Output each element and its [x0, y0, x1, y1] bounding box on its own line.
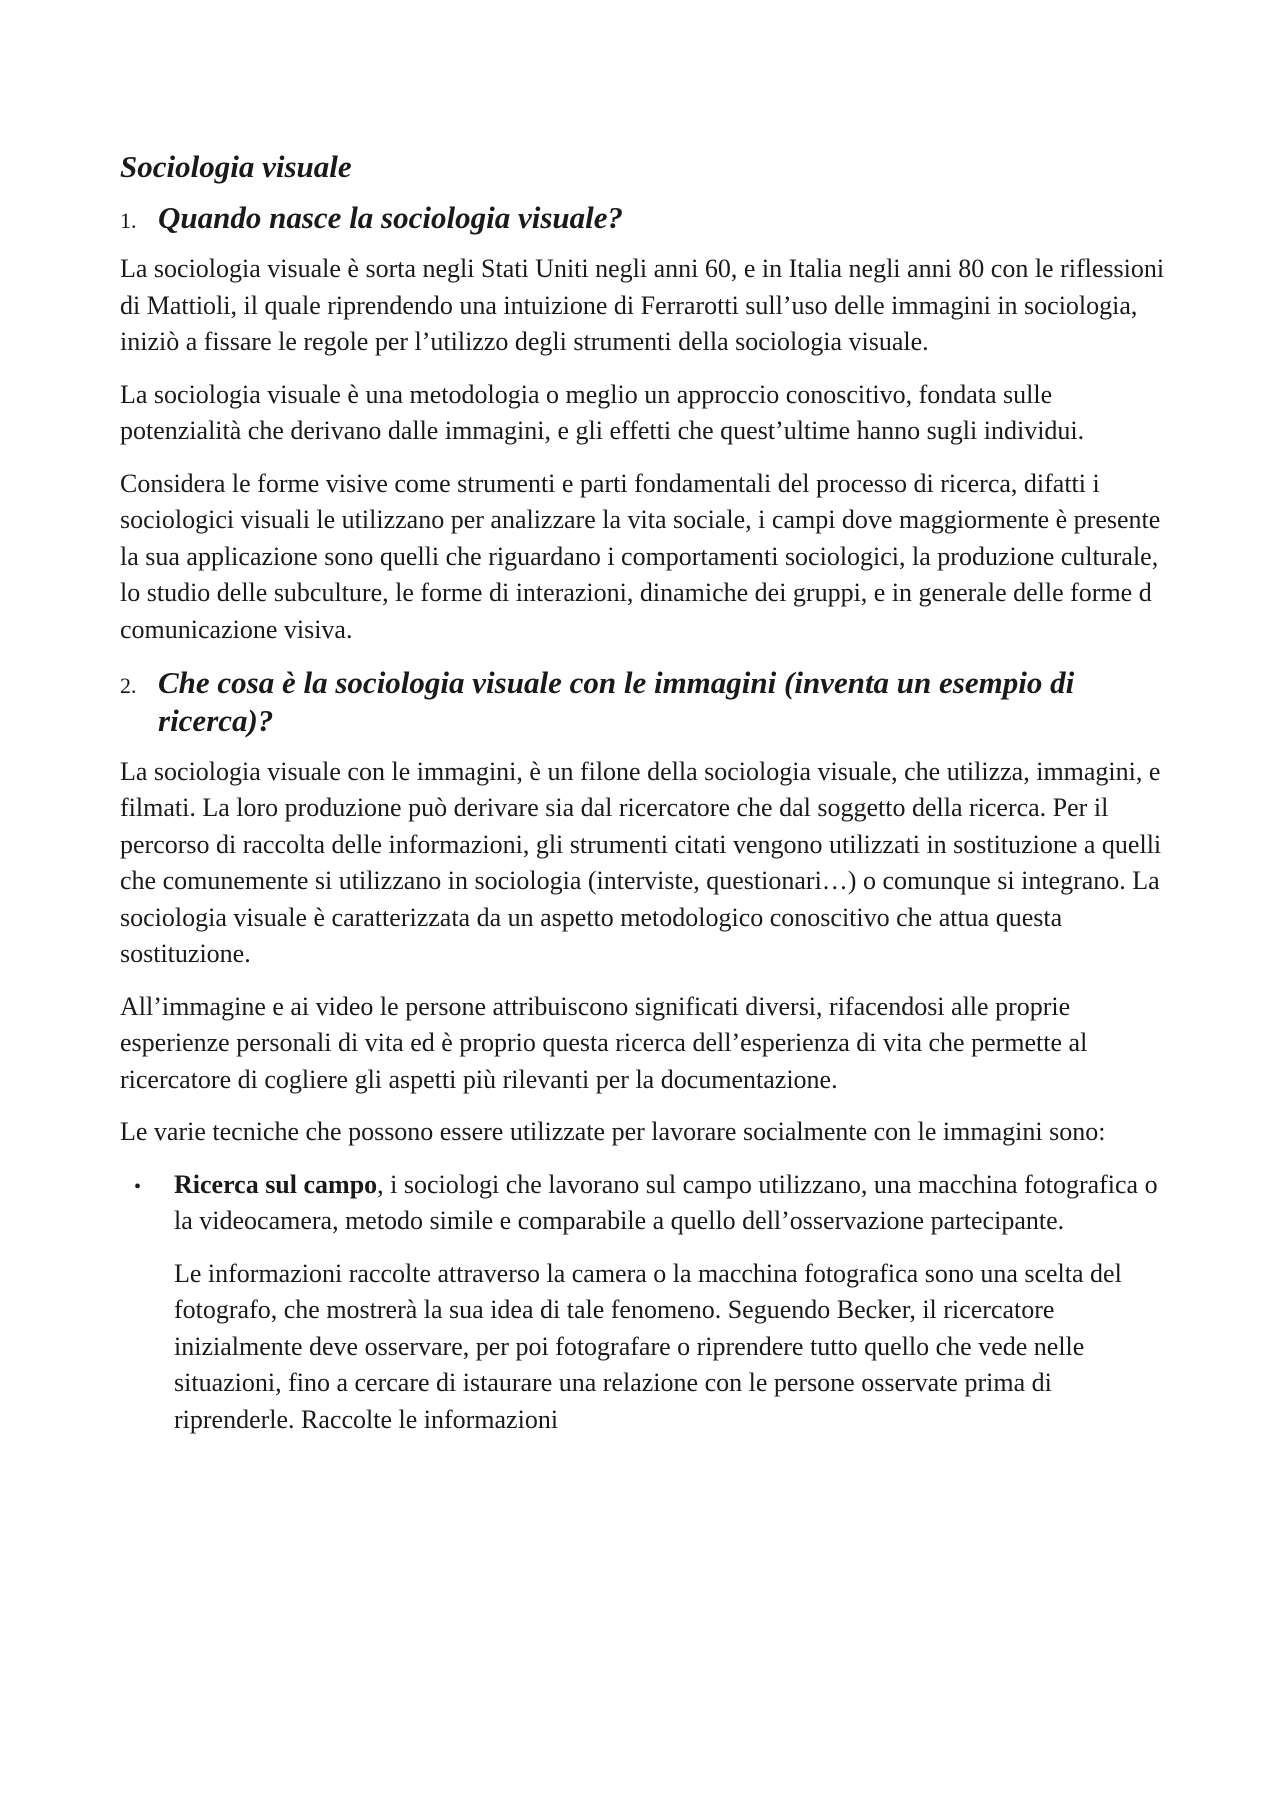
question-text: Quando nasce la sociologia visuale?: [158, 200, 624, 236]
question-heading-1: [120, 199, 1170, 237]
bullet-icon: •: [134, 1175, 142, 1198]
paragraph: Le varie tecniche che possono essere utilizzate per lavorare socialmente con le immagini sono:: [120, 1117, 1106, 1147]
question-number: 2.: [120, 673, 137, 698]
list-item-continuation: Le informazioni raccolte attraverso la camera o la macchina fotografica sono una scelta del fotografo, che mostrerà la sua idea di tale fenomeno. Seguendo Becker, il ricercatore inizialmente deve osservare, per poi fotografare o riprendere tutto quello che vede nelle situazioni, fino a cercare di istaurare una relazione con le persone osservate prima di riprenderle. Raccolte le informazioni: [174, 1258, 1122, 1434]
list-item-text: , i sociologi che lavorano sul campo utilizzano, una macchina fotografica o la videocamera, metodo simile e comparabile a quello dell’osservazione partecipante.: [174, 1169, 1158, 1236]
list-item-paragraph: [174, 1167, 1170, 1240]
document-title: Sociologia visuale: [120, 149, 352, 184]
paragraph: Considera le forme visive come strumenti e parti fondamentali del processo di ricerca, difatti i sociologici visuali le utilizzano per analizzare la vita sociale, i campi dove maggiormente è presente la sua applicazione sono quelli che riguardano i comportamenti sociologici, la produzione culturale, lo studio delle subculture, le forme di interazioni, dinamiche dei gruppi, e in generale delle forme d comunicazione visiva.: [120, 468, 1161, 644]
paragraph: All’immagine e ai video le persone attribuiscono significati diversi, rifacendosi alle proprie esperienze personali di vita ed è proprio questa ricerca dell’esperienza di vita che permette al ricercatore di cogliere gli aspetti più rilevanti per la documentazione.: [120, 991, 1088, 1094]
list-item-lead: Ricerca sul campo: [174, 1169, 378, 1199]
paragraph: La sociologia visuale è una metodologia o meglio un approccio conoscitivo, fondata sulle potenzialità che derivano dalle immagini, e gli effetti che quest’ultime hanno sugli individui.: [120, 379, 1085, 445]
question-text: Che cosa è la sociologia visuale con le immagini (inventa un esempio di ricerca)?: [158, 665, 1075, 738]
list-item-body: [174, 1167, 1170, 1455]
paragraph: La sociologia visuale è sorta negli Stati Uniti negli anni 60, e in Italia negli anni 80 con le riflessioni di Mattioli, il quale riprendendo una intuizione di Ferrarotti sull’uso delle immagini in sociologia, iniziò a fissare le regole per l’utilizzo degli strumenti della sociologia visuale.: [120, 254, 1165, 356]
list-item: [120, 1167, 1170, 1455]
document-content: [120, 148, 1170, 1470]
question-heading-2: [120, 664, 1170, 740]
question-number: 1.: [120, 208, 137, 234]
paragraph: La sociologia visuale con le immagini, è un filone della sociologia visuale, che utilizza, immagini, e filmati. La loro produzione può derivare sia dal ricercatore che dal soggetto della ricerca. Per il percorso di raccolta delle informazioni, gli strumenti citati vengono utilizzati in sostituzione a quelli che comunemente si utilizzano in sociologia (interviste, questionari…) o comunque si integrano. La sociologia visuale è caratterizzata da un aspetto metodologico conoscitivo che attua questa sostituzione.: [120, 756, 1162, 969]
